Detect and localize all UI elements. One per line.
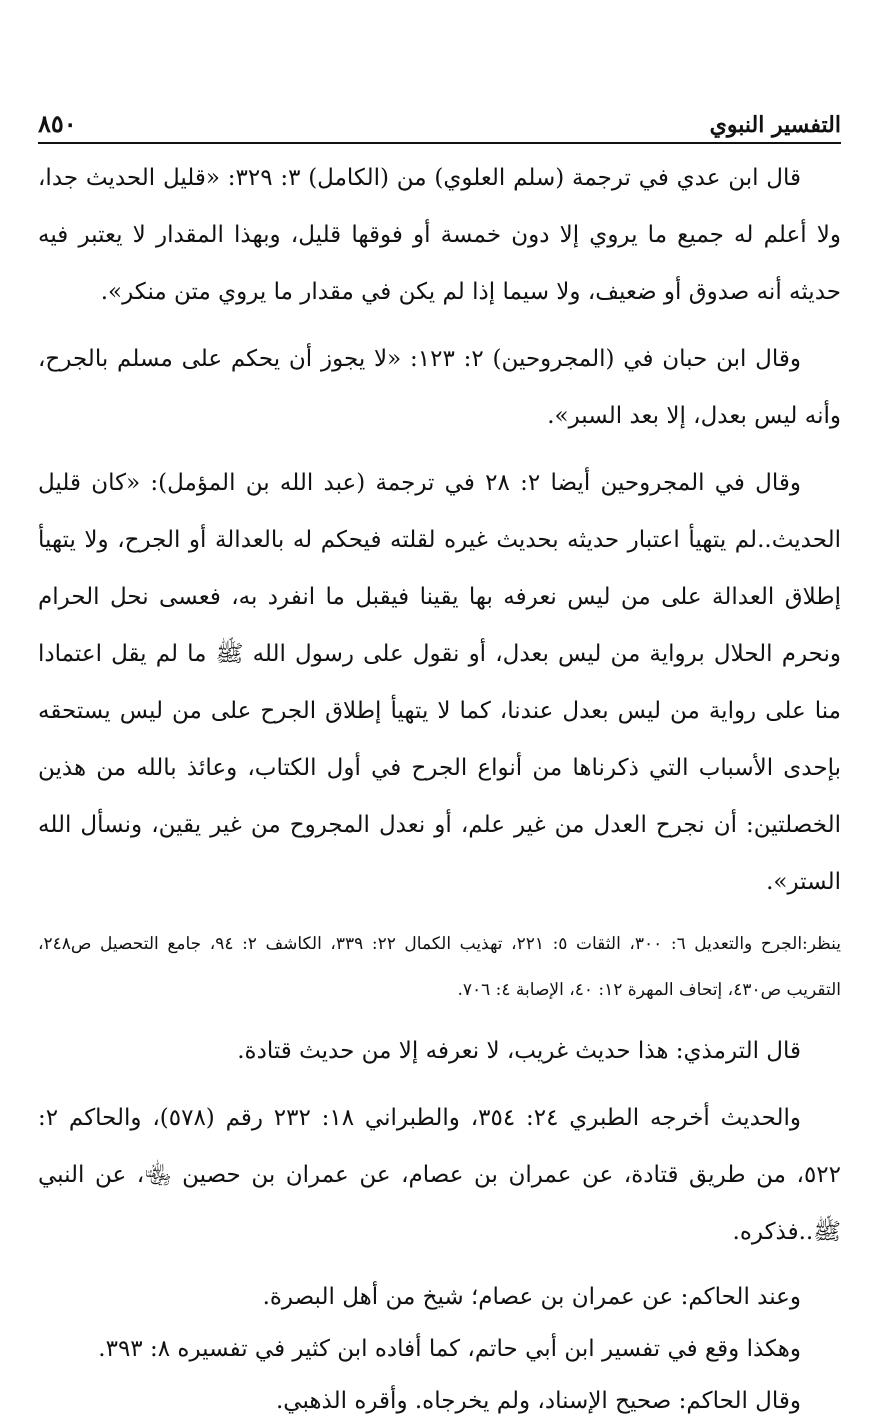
references-note: ينظر:الجرح والتعديل ٦: ٣٠٠، الثقات ٥: ٢٢١، تهذيب الكمال ٢٢: ٣٣٩، الكاشف ٢: ٩٤، جامع التحصيل ص٢٤٨، التقريب ص٤٣٠، إتحاف المهرة ١٢: ٤٠، الإصابة ٤: ٧٠٦. <box>38 934 841 1000</box>
paragraph-tirmidhi: قال الترمذي: هذا حديث غريب، لا نعرفه إلا من حديث قتادة. <box>237 1038 801 1064</box>
page-body <box>38 150 841 1427</box>
paragraph-ibn-hibban-quote: وقال ابن حبان في (المجروحين) ٢: ١٢٣: «لا يجوز أن يحكم على مسلم بالجرح، وأنه ليس بعدل، إلا بعد السبر». <box>38 346 841 429</box>
paragraph-ibn-adi-quote: قال ابن عدي في ترجمة (سلم العلوي) من (الكامل) ٣: ٣٢٩: «قليل الحديث جدا، ولا أعلم له جميع ما يروي إلا دون خمسة أو فوقها قليل، وبهذا المقدار لا يعتبر فيه حديثه أنه صدوق أو ضعيف، ولا سيما إذا لم يكن في مقدار ما يروي متن منكر». <box>38 165 841 305</box>
page-header <box>38 104 841 144</box>
paragraph-ibn-abi-hatim: وهكذا وقع في تفسير ابن أبي حاتم، كما أفاده ابن كثير في تفسيره ٨: ٣٩٣. <box>98 1336 801 1362</box>
paragraph-hakim-grading: وقال الحاكم: صحيح الإسناد، ولم يخرجاه. وأقره الذهبي. <box>275 1388 801 1414</box>
paragraph-hadith-sources: والحديث أخرجه الطبري ٢٤: ٣٥٤، والطبراني ١٨: ٢٣٢ رقم (٥٧٨)، والحاكم ٢: ٥٢٢، من طريق قتادة، عن عمران بن عصام، عن عمران بن حصين ﵄، عن النبي ﷺ..فذكره. <box>38 1105 841 1245</box>
running-title: التفسير النبوي <box>709 112 841 138</box>
page-number: ٨٥٠ <box>38 109 77 138</box>
paragraph-hakim-note: وعند الحاكم: عن عمران بن عصام؛ شيخ من أهل البصرة. <box>262 1284 801 1310</box>
paragraph-majruhin-quote: وقال في المجروحين أيضا ٢: ٢٨ في ترجمة (عبد الله بن المؤمل): «كان قليل الحديث..لم يتهيأ اعتبار حديثه بحديث غيره لقلته فيحكم له بالعدالة أو الجرح، ولا يتهيأ إطلاق العدالة على من ليس نعرفه بها يقينا فيقبل ما انفرد به، فعسى نحل الحرام ونحرم الحلال برواية من ليس بعدل، أو نقول على رسول الله ﷺ ما لم يقل اعتمادا منا على رواية من ليس بعدل عندنا، كما لا يتهيأ إطلاق الجرح على من ليس يستحقه بإحدى الأسباب التي ذكرناها من أنواع الجرح في أول الكتاب، وعائذ بالله من هذين الخصلتين: أن نجرح العدل من غير علم، أو نعدل المجروح من غير يقين، ونسأل الله الستر». <box>38 470 841 895</box>
